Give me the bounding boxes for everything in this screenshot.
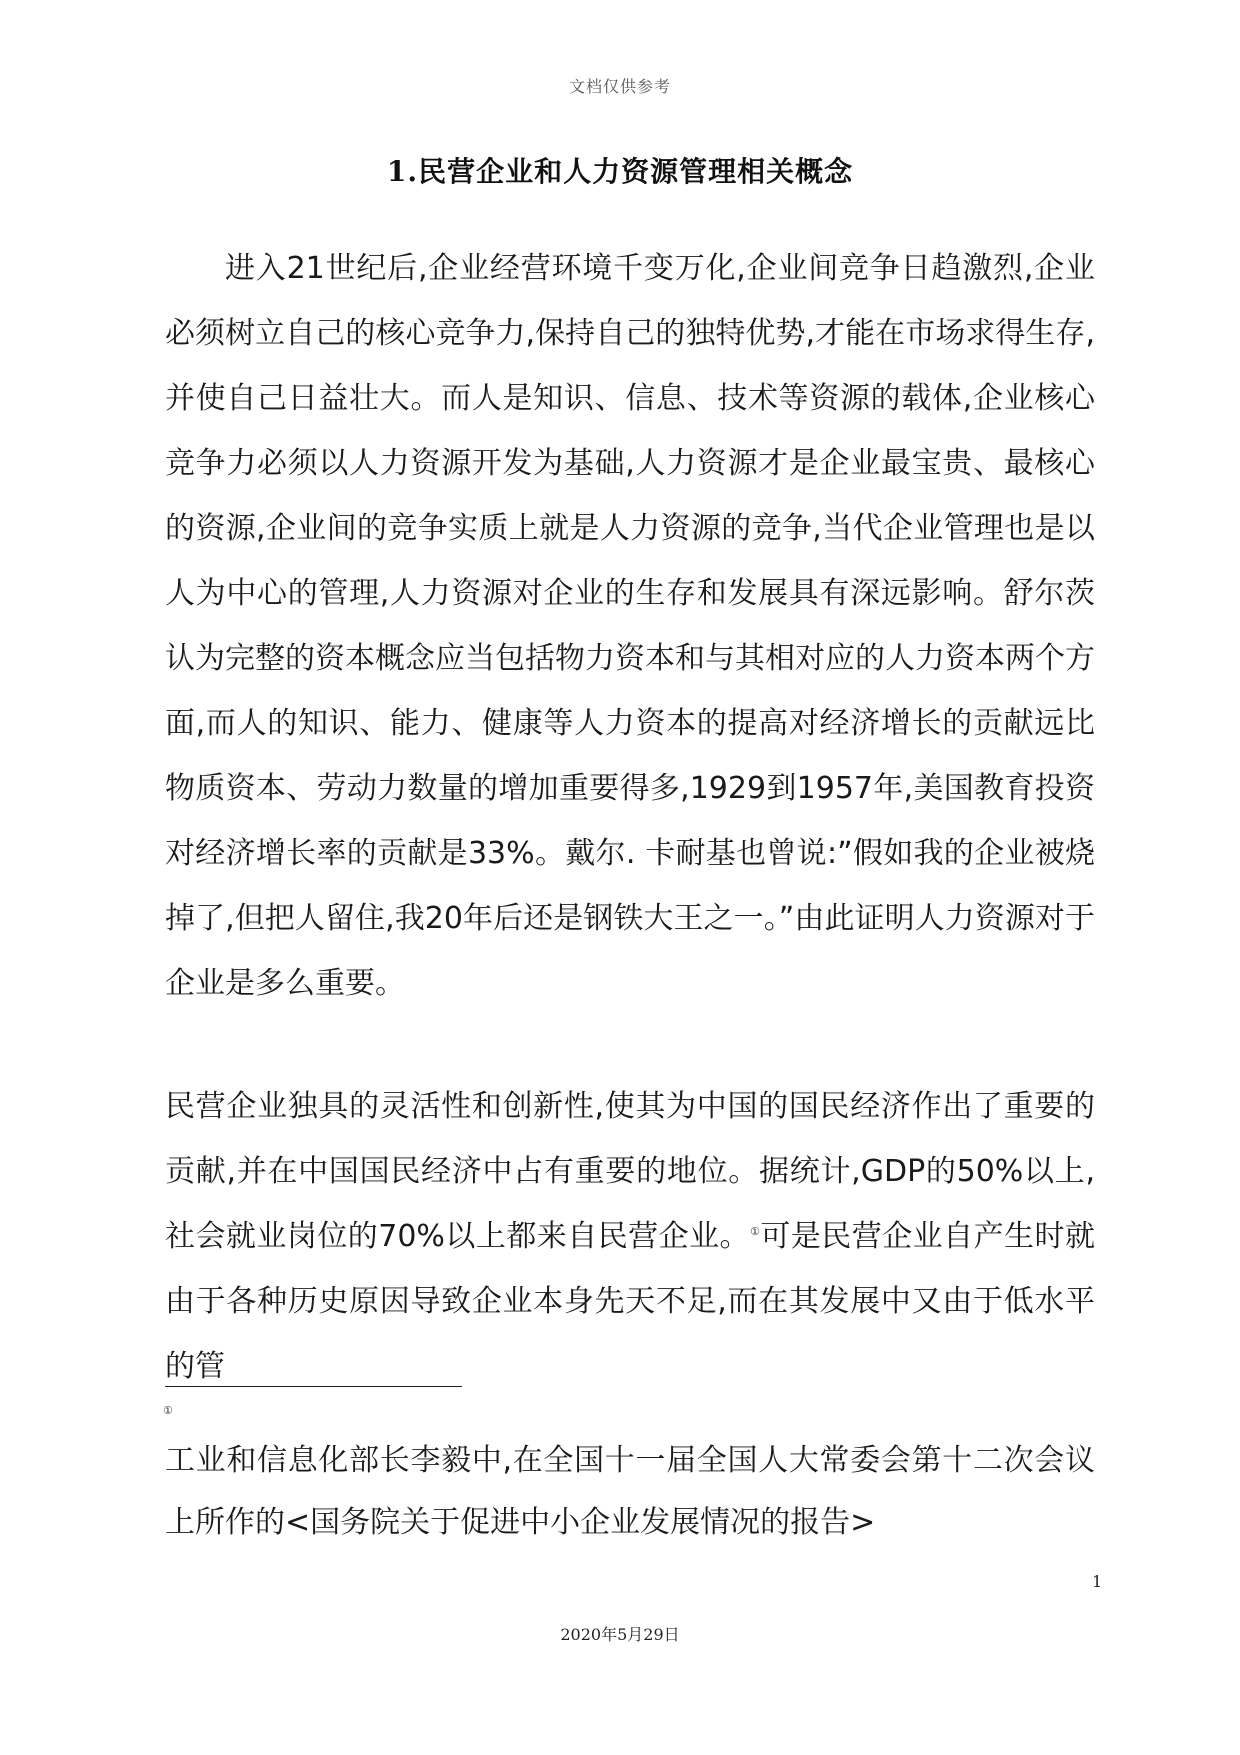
footer-date: 2020年5月29日 xyxy=(560,1625,680,1644)
footnote-separator xyxy=(165,1386,462,1387)
paragraph-2-text-a: 民营企业独具的灵活性和创新性,使其为中国的国民经济作出了重要的贡献,并在中国国民经济中占有重要的地位。据统计,GDP的50%以上,社会就业岗位的70%以上都来自民营企业。 xyxy=(165,1089,1095,1254)
header-watermark: 文档仅供参考 xyxy=(568,77,671,96)
body-paragraph-1: 进入21世纪后,企业经营环境千变万化,企业间竞争日趋激烈,企业必须树立自己的核心竞争力,保持自己的独特优势,才能在市场求得生存,并使自己日益壮大。而人是知识、信息、技术等资源的载体,企业核心竞争力必须以人力资源开发为基础,人力资源才是企业最宝贵、最核心的资源,企业间的竞争实质上就是人力资源的竞争,当代企业管理也是以人为中心的管理,人力资源对企业的生存和发展具有深远影响。舒尔茨认为完整的资本概念应当包括物力资本和与其相对应的人力资本两个方面,而人的知识、能力、健康等人力资本的提高对经济增长的贡献远比物质资本、劳动力数量的增加重要得多,1929到1957年,美国教育投资对经济增长率的贡献是33%。戴尔. 卡耐基也曾说:”假如我的企业被烧掉了,但把人留住,我20年后还是钢铁大王之一。”由此证明人力资源对于企业是多么重要。 xyxy=(165,251,1095,1001)
section-title: 1.民营企业和人力资源管理相关概念 xyxy=(386,155,854,188)
footnote-text: 工业和信息化部长李毅中,在全国十一届全国人大常委会第十二次会议上所作的<国务院关于促进中小企业发展情况的报告> xyxy=(165,1443,1095,1540)
body-paragraph-2 xyxy=(165,1074,1095,1399)
paragraph-2-text-b: 可是民营企业自产生时就由于各种历史原因导致企业本身先天不足,而在其发展中又由于低水平的管 xyxy=(165,1219,1095,1384)
page-number: 1 xyxy=(1092,1572,1103,1591)
footnote-mark: ① xyxy=(163,1404,173,1417)
footnote-reference-mark[interactable]: ① xyxy=(750,1225,761,1238)
